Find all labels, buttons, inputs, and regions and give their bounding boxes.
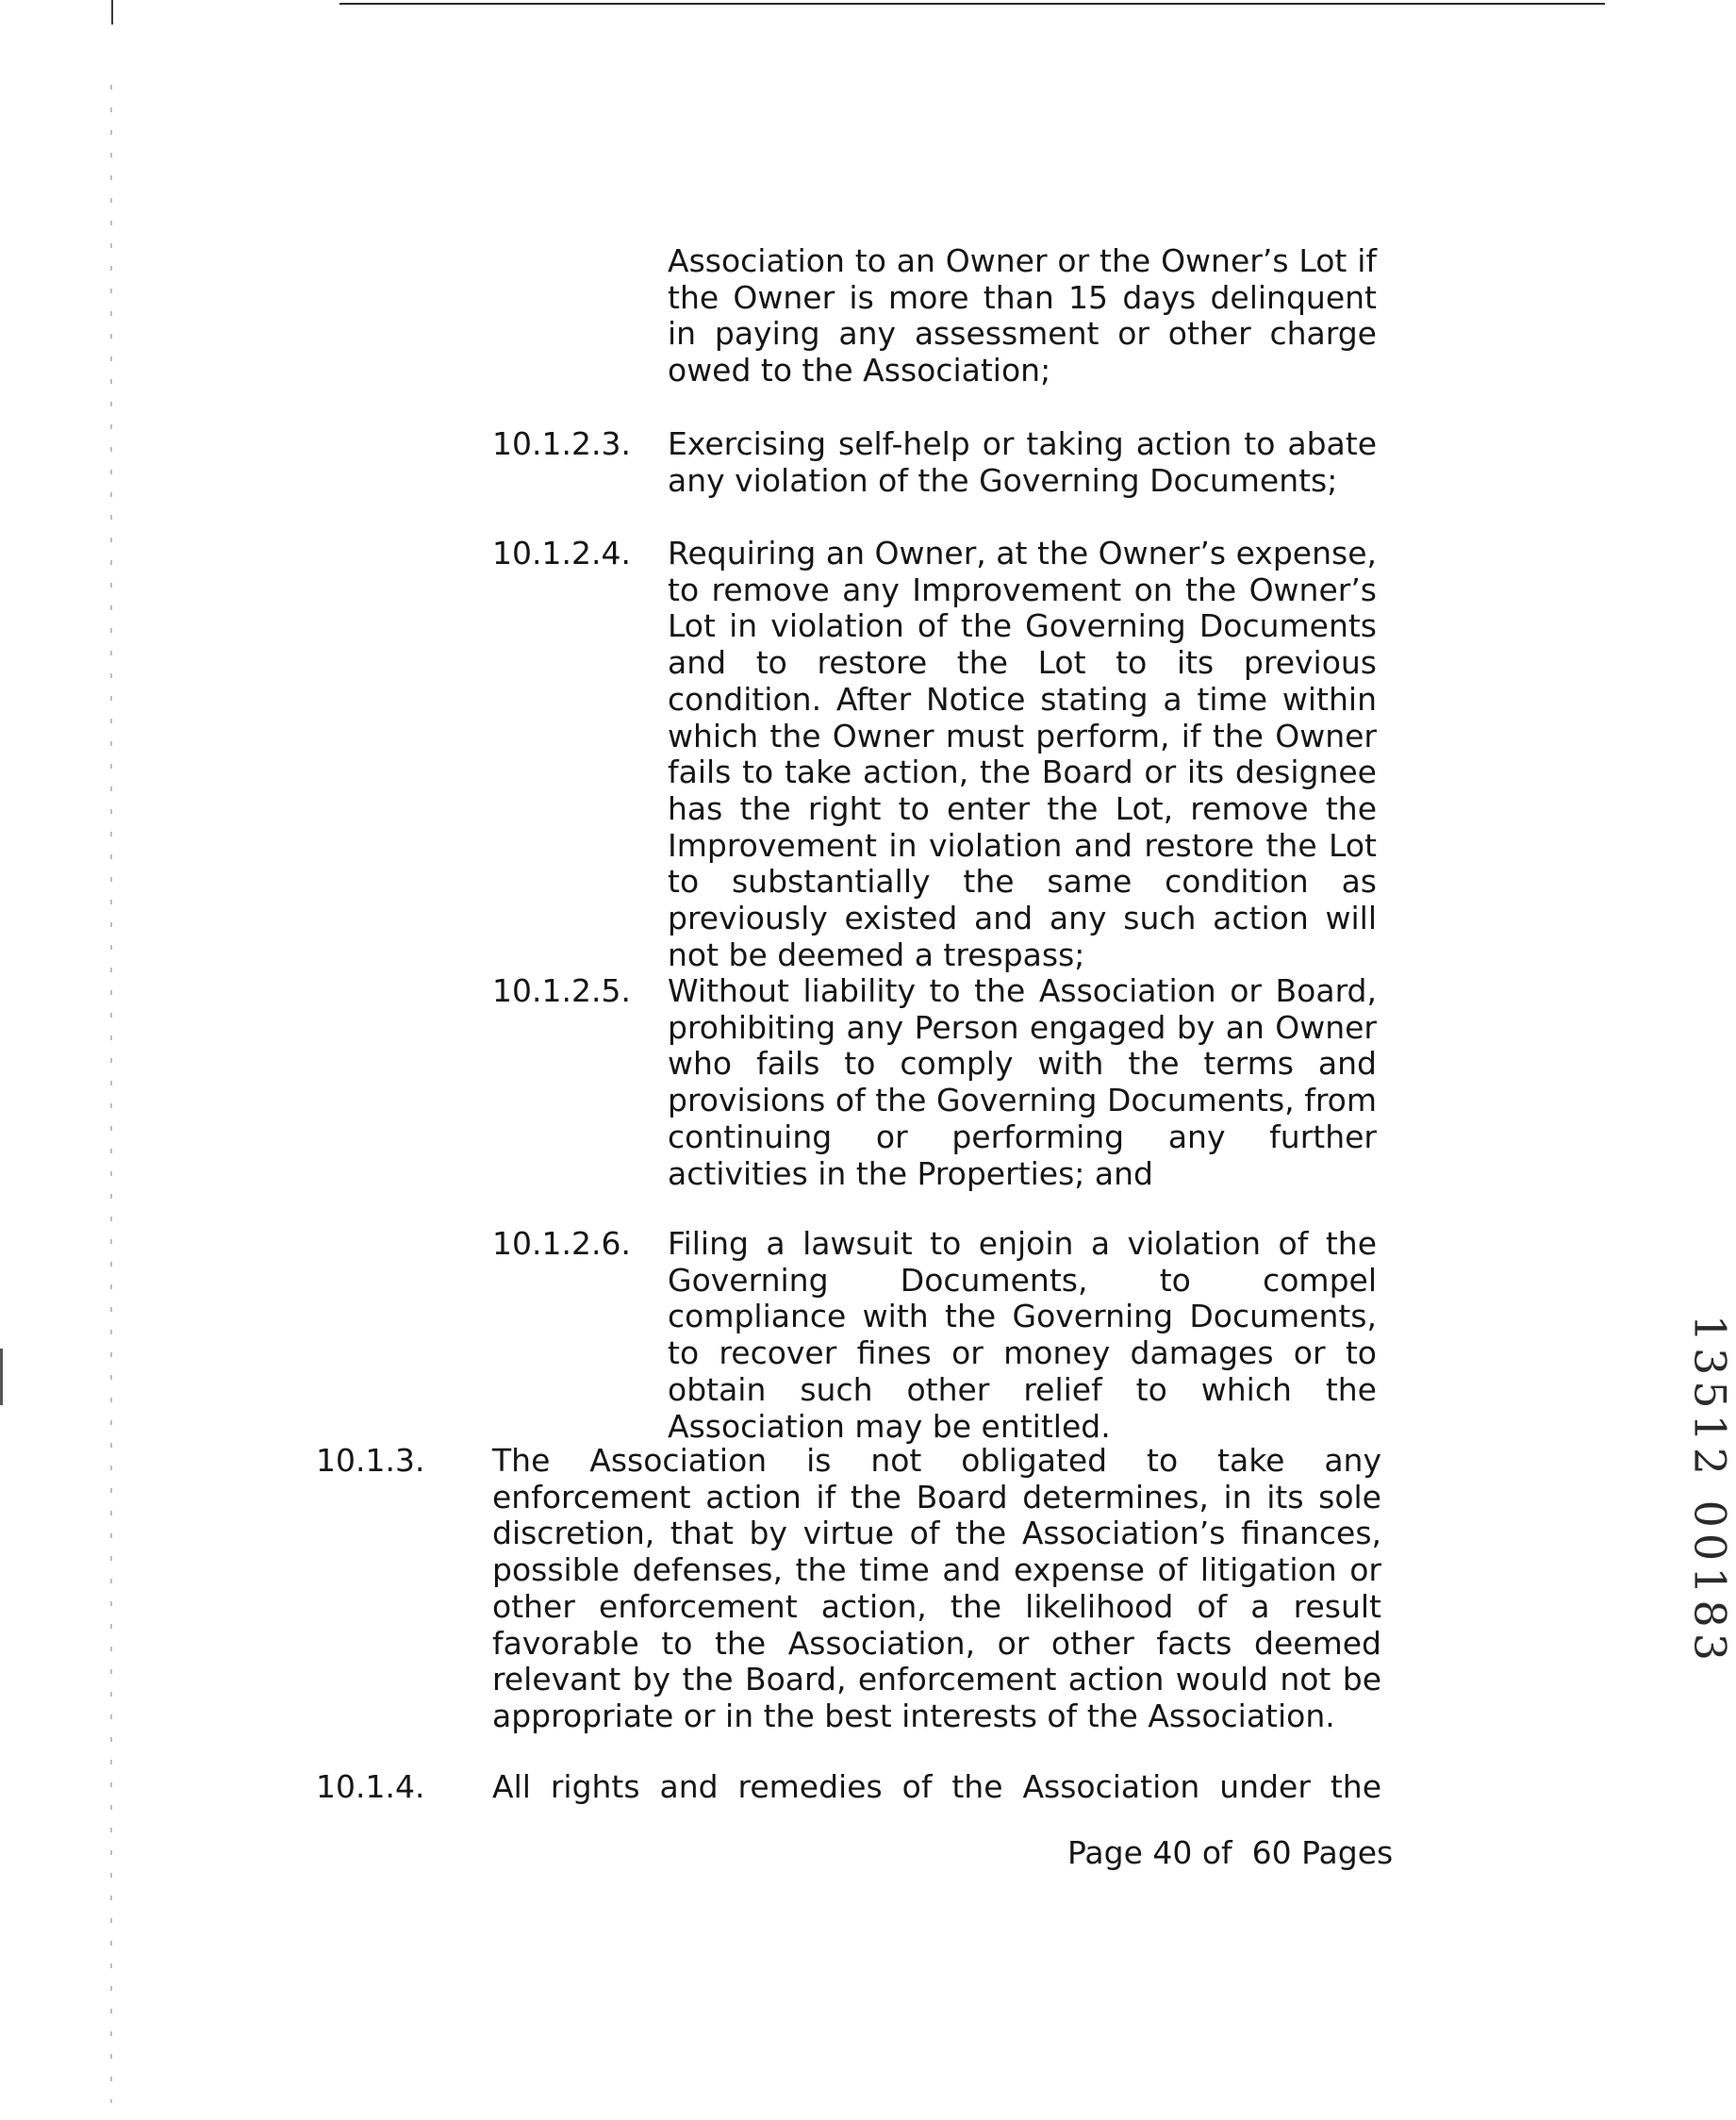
scan-left-margin-dots [110, 85, 112, 2103]
section-text-10-1-4: All rights and remedies of the Association under the [492, 1768, 1381, 1805]
section-number-10-1-4: 10.1.4. [316, 1768, 425, 1805]
section-number-10-1-2-6: 10.1.2.6. [492, 1225, 631, 1262]
continuation-paragraph: Association to an Owner or the Owner’s Lot if the Owner is more than 15 days delinquent in paying any assessment or other charge owed to the Association; [668, 242, 1377, 389]
section-number-10-1-3: 10.1.3. [316, 1442, 425, 1479]
section-text-10-1-2-3: Exercising self-help or taking action to abate any violation of the Governing Documents; [668, 425, 1377, 499]
scan-left-edge-tick [0, 1349, 3, 1405]
section-number-10-1-2-3: 10.1.2.3. [492, 425, 631, 462]
section-number-10-1-2-4: 10.1.2.4. [492, 535, 631, 571]
recording-stamp: 13512 00183 [1684, 1314, 1736, 1666]
scan-top-border [339, 3, 1605, 5]
page-footer: Page 40 of 60 Pages [1067, 1834, 1394, 1871]
section-text-10-1-2-5: Without liability to the Association or Board, prohibiting any Person engaged by an Owner who fails to comply with the terms and provisions of the Governing Documents, from continuing or performing any further activities in the Properties; and [668, 972, 1377, 1192]
section-text-10-1-2-4: Requiring an Owner, at the Owner’s expense, to remove any Improvement on the Owner’s Lot in violation of the Governing Documents and to restore the Lot to its previous condition. After Notice stating a time within which the Owner must perform, if the Owner fails to take action, the Board or its designee has the right to enter the Lot, remove the Improvement in violation and restore the Lot to substantially the same condition as previously existed and any such action will not be deemed a trespass; [668, 535, 1377, 973]
section-number-10-1-2-5: 10.1.2.5. [492, 972, 631, 1009]
section-text-10-1-3: The Association is not obligated to take any enforcement action if the Board determines, in its sole discretion, that by virtue of the Association’s finances, possible defenses, the time and expense of litigation or other enforcement action, the likelihood of a result favorable to the Association, or other facts deemed relevant by the Board, enforcement action would not be appropriate or in the best interests of the Association. [492, 1442, 1381, 1734]
scan-left-mark [111, 0, 113, 25]
section-text-10-1-2-6: Filing a lawsuit to enjoin a violation of the Governing Documents, to compel compliance with the Governing Documents, to recover fines or money damages or to obtain such other relief to which the Association may be entitled. [668, 1225, 1377, 1445]
